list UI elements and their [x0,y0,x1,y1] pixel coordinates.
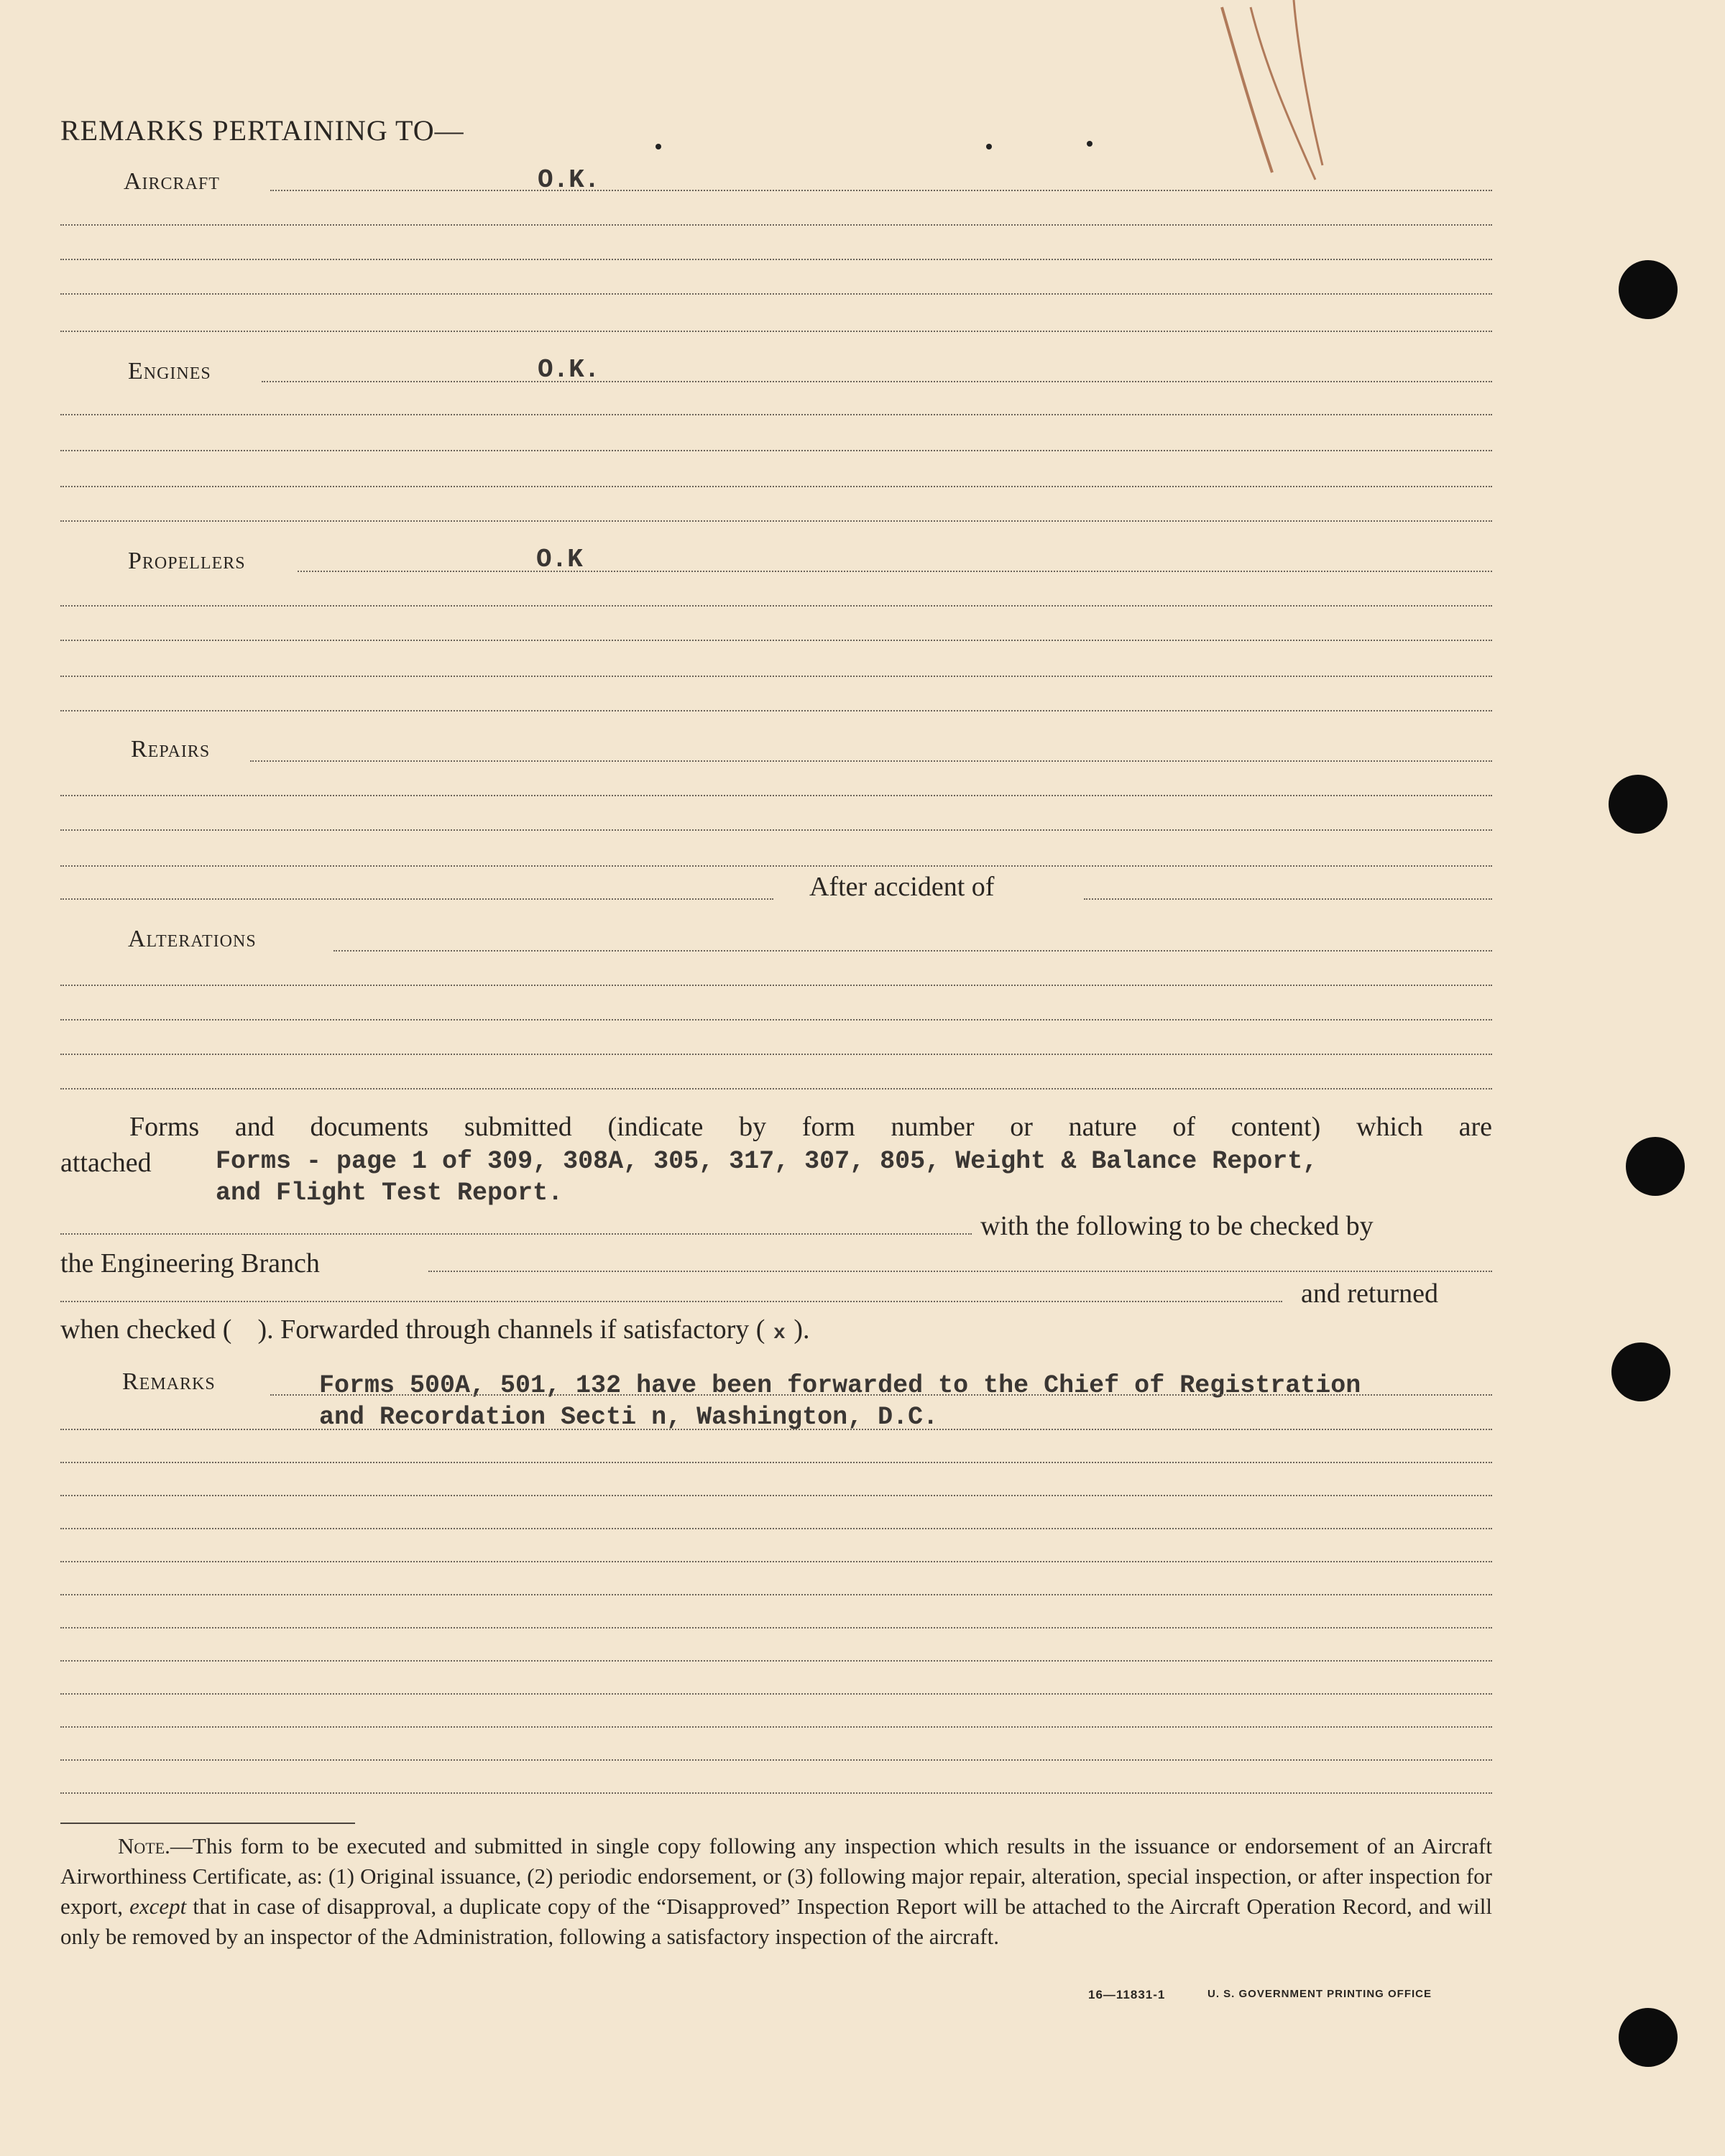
alterations-line [60,1019,1492,1021]
forwarded-mark: x [773,1322,786,1345]
note-paragraph [60,1831,1492,1952]
attached-label: attached [60,1148,152,1178]
repairs-label: Repairs [131,736,211,763]
engines-label: Engines [128,358,211,384]
alterations-line [60,985,1492,986]
binder-hole [1619,260,1678,319]
aircraft-line [60,293,1492,295]
remarks-line [270,1394,1492,1396]
propellers-line [60,605,1492,607]
alterations-label: Alterations [128,926,257,952]
propellers-label: Propellers [128,548,246,574]
engineering-branch-line [428,1271,1492,1272]
note-label: Note. [118,1833,170,1858]
propellers-value: O.K [536,545,583,574]
aircraft-line [60,259,1492,260]
note-separator [60,1823,355,1824]
remarks-line [60,1693,1492,1695]
propellers-line [60,710,1492,711]
propellers-line [60,676,1492,677]
documents-intro: Forms and documents submitted (indicate by form number or nature of content) which are [129,1112,1492,1142]
engines-value: O.K. [538,355,600,384]
repairs-line [250,760,1492,762]
remarks-line [60,1627,1492,1628]
remarks-line [60,1759,1492,1761]
pencil-mark [1208,0,1351,194]
form-number: 16—11831-1 [1088,1988,1166,2001]
remarks-line [60,1495,1492,1496]
binder-hole [1619,2008,1678,2067]
engines-line [60,486,1492,487]
alterations-line [60,1054,1492,1055]
ink-speck [656,144,661,149]
remarks-line1: Forms 500A, 501, 132 have been forwarded to the Chief of Registration [319,1371,1361,1400]
alterations-line [60,1088,1492,1089]
remarks-line2: and Recordation Secti n, Washington, D.C. [319,1403,939,1432]
aircraft-line [60,331,1492,332]
note-except: except [129,1894,187,1919]
forwarded-suffix: ). [794,1314,810,1345]
ink-speck [986,144,992,149]
ink-speck [1087,141,1092,147]
repairs-line [60,829,1492,831]
and-returned-text: and returned [1301,1279,1438,1309]
returned-line [60,1301,1282,1302]
propellers-line [60,640,1492,641]
remarks-line [60,1429,1492,1430]
remarks-line [60,1561,1492,1562]
engines-line [60,414,1492,415]
repairs-line [60,795,1492,796]
aircraft-line [60,224,1492,226]
engines-line [60,520,1492,522]
remarks-line [60,1792,1492,1794]
attached-documents-line1: Forms - page 1 of 309, 308A, 305, 317, 307, 805, Weight & Balance Report, [216,1147,1318,1176]
propellers-line [298,571,1492,572]
when-checked-prefix: when checked ( [60,1314,232,1345]
alterations-line [334,950,1492,952]
binder-hole [1611,1342,1670,1401]
aircraft-label: Aircraft [124,168,220,195]
remarks-line [60,1726,1492,1728]
remarks-line [60,1660,1492,1662]
binder-hole [1609,775,1668,834]
note-text-1: —This form to be executed and submitted in single copy following any inspection which results in the issuance or endorsement of an Aircraft Airworthiness Certificate, as: (1) Original issuance, (2) periodic endorsement, or (3) following major repair, alteration, special inspection, or after inspection for export, [60,1833,1492,1919]
when-checked-line [60,1314,810,1345]
note-text-2: that in case of disapproval, a duplicate copy of the “Disapproved” Inspection Report will be attached to the Aircraft Operation Record, and will only be removed by an inspector of the Administration, following a satisfactory inspection of the aircraft. [60,1894,1493,1949]
engines-line [60,450,1492,451]
remarks-line [60,1594,1492,1595]
remarks-label: Remarks [122,1368,216,1395]
printing-office: U. S. GOVERNMENT PRINTING OFFICE [1208,1988,1432,2000]
after-accident-label: After accident of [809,872,995,902]
binder-hole [1626,1137,1685,1196]
repairs-line [60,865,1492,867]
remarks-line [60,1462,1492,1463]
aircraft-value: O.K. [538,165,600,195]
engineering-branch-text: the Engineering Branch [60,1248,320,1279]
repairs-line [60,898,773,900]
engines-line [262,381,1492,382]
checked-by-text: with the following to be checked by [980,1211,1374,1241]
remarks-line [60,1528,1492,1529]
after-accident-line [1084,898,1492,900]
page-title: REMARKS PERTAINING TO— [60,114,464,147]
documents-line [60,1233,972,1235]
forwarded-text: ). Forwarded through channels if satisfactory ( [257,1314,765,1345]
attached-documents-line2: and Flight Test Report. [216,1179,564,1207]
